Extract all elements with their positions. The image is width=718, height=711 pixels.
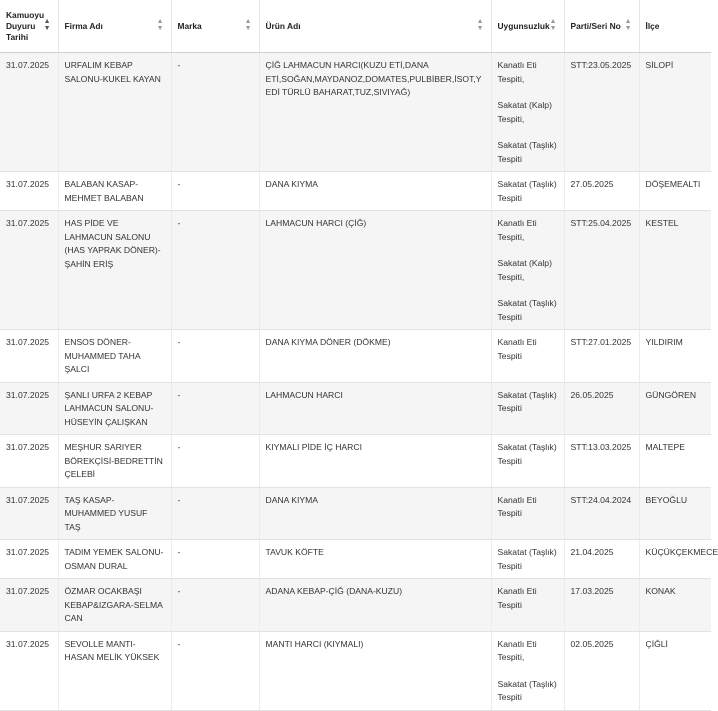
cell-date: 31.07.2025 (0, 330, 58, 383)
cell-nonconformity (491, 579, 564, 632)
cell-district: SİLOPİ (639, 53, 711, 172)
cell-district: KÜÇÜKÇEKMECE (639, 540, 711, 579)
cell-date: 31.07.2025 (0, 487, 58, 540)
cell-brand: - (171, 631, 259, 710)
cell-product: DANA KIYMA DÖNER (DÖKME) (259, 330, 491, 383)
cell-batch: 27.05.2025 (564, 172, 639, 211)
cell-brand: - (171, 211, 259, 330)
sort-icon[interactable]: ▲ ▼ (624, 18, 632, 32)
table-row (0, 382, 711, 435)
cell-batch: STT:13.03.2025 (564, 435, 639, 488)
cell-brand: - (171, 487, 259, 540)
cell-firm: TADIM YEMEK SALONU-OSMAN DURAL (58, 540, 171, 579)
column-header-label: Uygunsuzluk (497, 20, 550, 31)
table-row (0, 579, 711, 632)
nonconformity-item: Kanatlı Eti Tespiti (497, 337, 537, 361)
nonconformity-item: Kanatlı Eti Tespiti, (497, 60, 537, 84)
cell-product: TAVUK KÖFTE (259, 540, 491, 579)
cell-district: ÇİĞLİ (639, 631, 711, 710)
cell-brand: - (171, 53, 259, 172)
cell-brand: - (171, 540, 259, 579)
nonconformity-item: Sakatat (Taşlık) Tespiti (497, 140, 557, 164)
cell-batch: STT:27.01.2025 (564, 330, 639, 383)
nonconformity-item: Sakatat (Taşlık) Tespiti (497, 547, 557, 571)
cell-nonconformity (491, 211, 564, 330)
cell-nonconformity (491, 330, 564, 383)
cell-nonconformity (491, 540, 564, 579)
cell-brand: - (171, 330, 259, 383)
cell-district: MALTEPE (639, 435, 711, 488)
nonconformity-item: Kanatlı Eti Tespiti (497, 494, 537, 518)
column-header-date[interactable] (0, 0, 58, 53)
nonconformity-item: Sakatat (Kalp) Tespiti, (497, 258, 552, 282)
cell-nonconformity (491, 487, 564, 540)
cell-product: LAHMACUN HARCI (259, 382, 491, 435)
cell-product: LAHMACUN HARCI (ÇİĞ) (259, 211, 491, 330)
cell-batch: 02.05.2025 (564, 631, 639, 710)
sort-icon[interactable]: ▲ ▼ (244, 18, 252, 32)
cell-firm: HAS PİDE VE LAHMACUN SALONU (HAS YAPRAK DÖNER)-ŞAHİN ERİŞ (58, 211, 171, 330)
cell-firm: MEŞHUR SARIYER BÖREKÇİSİ-BEDRETTİN ÇELEBİ (58, 435, 171, 488)
nonconformity-item: Sakatat (Taşlık) Tespiti (497, 179, 557, 203)
cell-firm: ŞANLI URFA 2 KEBAP LAHMACUN SALONU-HÜSEYİN ÇALIŞKAN (58, 382, 171, 435)
column-header-label: İlçe (645, 20, 660, 31)
table-row (0, 540, 711, 579)
column-header-label: Marka (177, 20, 202, 31)
nonconformity-item: Kanatlı Eti Tespiti, (497, 638, 537, 662)
sort-icon[interactable]: ▲ ▼ (156, 18, 164, 32)
column-header-firm[interactable] (58, 0, 171, 53)
table-body (0, 53, 718, 711)
sort-icon[interactable]: ▲ ▼ (549, 18, 557, 32)
nonconformity-item: Kanatlı Eti Tespiti, (497, 218, 537, 242)
cell-product: ÇİĞ LAHMACUN HARCI(KUZU ETİ,DANA ETİ,SOĞAN,MAYDANOZ,DOMATES,PULBİBER,İSOT,YEDİ TÜRLÜ BAHARAT,TUZ,SIVIYAĞ) (259, 53, 491, 172)
cell-district: DÖŞEMEALTI (639, 172, 711, 211)
table-row (0, 172, 711, 211)
cell-batch: 17.03.2025 (564, 579, 639, 632)
cell-nonconformity (491, 53, 564, 172)
cell-brand: - (171, 435, 259, 488)
cell-batch: 26.05.2025 (564, 382, 639, 435)
cell-batch: STT:25.04.2025 (564, 211, 639, 330)
cell-district: KESTEL (639, 211, 711, 330)
table-row (0, 631, 711, 710)
cell-nonconformity (491, 382, 564, 435)
nonconformity-item: Sakatat (Taşlık) Tespiti (497, 389, 557, 413)
cell-district: GÜNGÖREN (639, 382, 711, 435)
column-header-label: Firma Adı (64, 20, 103, 31)
column-header-brand[interactable] (171, 0, 259, 53)
cell-product: DANA KIYMA (259, 172, 491, 211)
cell-firm: SEVOLLE MANTI-HASAN MELİK YÜKSEK (58, 631, 171, 710)
cell-firm: ENSOS DÖNER-MUHAMMED TAHA ŞALCI (58, 330, 171, 383)
cell-brand: - (171, 579, 259, 632)
column-header-label: Parti/Seri No (570, 20, 621, 31)
column-header-label: Kamuoyu Duyuru Tarihi (6, 9, 45, 42)
table-row (0, 330, 711, 383)
cell-brand: - (171, 382, 259, 435)
nonconformity-item: Kanatlı Eti Tespiti (497, 586, 537, 610)
cell-batch: 21.04.2025 (564, 540, 639, 579)
table-row (0, 211, 711, 330)
cell-district: BEYOĞLU (639, 487, 711, 540)
cell-batch: STT:24.04.2024 (564, 487, 639, 540)
table-header-row (0, 0, 711, 53)
cell-firm: URFALIM KEBAP SALONU-KUKEL KAYAN (58, 53, 171, 172)
cell-nonconformity (491, 435, 564, 488)
cell-product: MANTI HARCI (KIYMALI) (259, 631, 491, 710)
cell-brand: - (171, 172, 259, 211)
cell-batch: STT:23.05.2025 (564, 53, 639, 172)
cell-firm: BALABAN KASAP-MEHMET BALABAN (58, 172, 171, 211)
sort-descending-icon[interactable]: ▲ ▼ (43, 18, 51, 32)
column-header-batch[interactable] (564, 0, 639, 53)
cell-date: 31.07.2025 (0, 540, 58, 579)
nonconformity-item: Sakatat (Taşlık) Tespiti (497, 678, 557, 702)
column-header-product[interactable] (259, 0, 491, 53)
cell-product: KIYMALI PİDE İÇ HARCI (259, 435, 491, 488)
cell-nonconformity (491, 631, 564, 710)
cell-district: KONAK (639, 579, 711, 632)
cell-firm: ÖZMAR OCAKBAŞI KEBAP&IZGARA-SELMA CAN (58, 579, 171, 632)
cell-district: YILDIRIM (639, 330, 711, 383)
cell-date: 31.07.2025 (0, 579, 58, 632)
table-row (0, 53, 711, 172)
sort-icon[interactable]: ▲ ▼ (476, 18, 484, 32)
cell-product: ADANA KEBAP-ÇİĞ (DANA-KUZU) (259, 579, 491, 632)
cell-nonconformity (491, 172, 564, 211)
column-header-district[interactable] (639, 0, 711, 53)
cell-date: 31.07.2025 (0, 382, 58, 435)
cell-firm: TAŞ KASAP-MUHAMMED YUSUF TAŞ (58, 487, 171, 540)
cell-date: 31.07.2025 (0, 172, 58, 211)
cell-date: 31.07.2025 (0, 53, 58, 172)
cell-product: DANA KIYMA (259, 487, 491, 540)
nonconformity-item: Sakatat (Taşlık) Tespiti (497, 442, 557, 466)
nonconformity-item: Sakatat (Taşlık) Tespiti (497, 298, 557, 322)
nonconformity-item: Sakatat (Kalp) Tespiti, (497, 100, 552, 124)
column-header-label: Ürün Adı (265, 20, 301, 31)
table-row (0, 435, 711, 488)
table-row (0, 487, 711, 540)
cell-date: 31.07.2025 (0, 211, 58, 330)
cell-date: 31.07.2025 (0, 631, 58, 710)
column-header-nonconformity[interactable] (491, 0, 564, 53)
cell-date: 31.07.2025 (0, 435, 58, 488)
